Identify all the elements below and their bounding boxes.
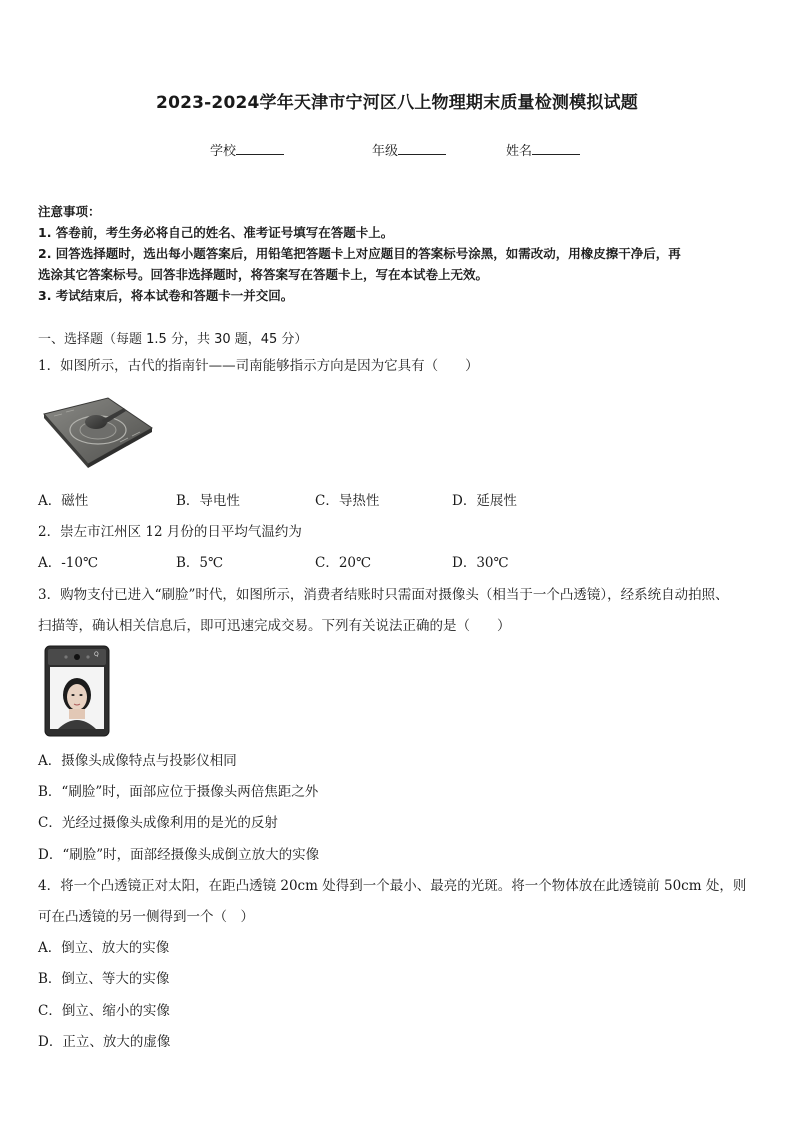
school-field <box>210 140 284 159</box>
question-2-option-c: C．20℃ <box>315 555 372 571</box>
question-2-option-d: D．30℃ <box>452 555 509 571</box>
question-3-stem-line-1: 3．购物支付已进入“刷脸”时代，如图所示，消费者结账时只需面对摄像头（相当于一个凸透镜），经系统自动拍照、 <box>38 587 729 603</box>
compass-sinan-image <box>38 388 156 470</box>
grade-label: 年级 <box>372 144 399 159</box>
name-label: 姓名 <box>506 144 533 159</box>
notice-block <box>38 201 760 306</box>
question-2-option-b: B．5℃ <box>176 555 224 571</box>
name-field <box>506 140 580 159</box>
question-3-option-c: C．光经过摄像头成像利用的是光的反射 <box>38 815 278 831</box>
question-1-option-d: D．延展性 <box>452 493 517 509</box>
grade-blank <box>398 142 446 155</box>
exam-title: 2023-2024学年天津市宁河区八上物理期末质量检测模拟试题 <box>156 93 638 113</box>
question-4-option-c: C．倒立、缩小的实像 <box>38 1003 170 1019</box>
notice-item: 3. 考试结束后，将本试卷和答题卡一并交回。 <box>38 288 294 303</box>
school-label: 学校 <box>210 144 237 159</box>
name-blank <box>532 142 580 155</box>
section-title: 一、选择题（每题 1.5 分，共 30 题，45 分） <box>38 332 308 347</box>
notice-item: 选涂其它答案标号。回答非选择题时，将答案写在答题卡上，写在本试卷上无效。 <box>38 267 489 282</box>
question-2-option-a: A．-10℃ <box>38 555 99 571</box>
question-3-option-b: B．“刷脸”时，面部应位于摄像头两倍焦距之外 <box>38 784 319 800</box>
question-4-option-d: D．正立、放大的虚像 <box>38 1034 171 1050</box>
question-1-option-a: A．磁性 <box>38 493 89 509</box>
question-3-option-d: D．“刷脸”时，面部经摄像头成倒立放大的实像 <box>38 847 320 863</box>
question-4-stem-line-2: 可在凸透镜的另一侧得到一个（ ） <box>38 909 254 925</box>
question-1-option-b: B．导电性 <box>176 493 240 509</box>
school-blank <box>236 142 284 155</box>
notice-item: 1. 答卷前，考生务必将自己的姓名、准考证号填写在答题卡上。 <box>38 225 394 240</box>
question-4-stem-line-1: 4．将一个凸透镜正对太阳，在距凸透镜 20cm 处得到一个最小、最亮的光斑。将一个物体放在此透镜前 50cm 处，则 <box>38 878 747 894</box>
question-3-stem-line-2: 扫描等，确认相关信息后，即可迅速完成交易。下列有关说法正确的是（ ） <box>38 618 511 634</box>
question-1-stem: 1．如图所示，古代的指南针——司南能够指示方向是因为它具有（ ） <box>38 358 479 374</box>
grade-field <box>372 140 446 159</box>
notice-heading: 注意事项： <box>38 204 101 219</box>
notice-item: 2. 回答选择题时，选出每小题答案后，用铅笔把答题卡上对应题目的答案标号涂黑，如需改动，用橡皮擦干净后，再 <box>38 246 681 261</box>
question-2-stem: 2．崇左市江州区 12 月份的日平均气温约为 <box>38 524 302 540</box>
face-pay-device-image <box>44 645 110 737</box>
question-4-option-a: A．倒立、放大的实像 <box>38 940 170 956</box>
question-4-option-b: B．倒立、等大的实像 <box>38 971 170 987</box>
question-1-option-c: C．导热性 <box>315 493 380 509</box>
question-3-option-a: A．摄像头成像特点与投影仪相同 <box>38 753 237 769</box>
device-logo: Q <box>94 651 99 658</box>
